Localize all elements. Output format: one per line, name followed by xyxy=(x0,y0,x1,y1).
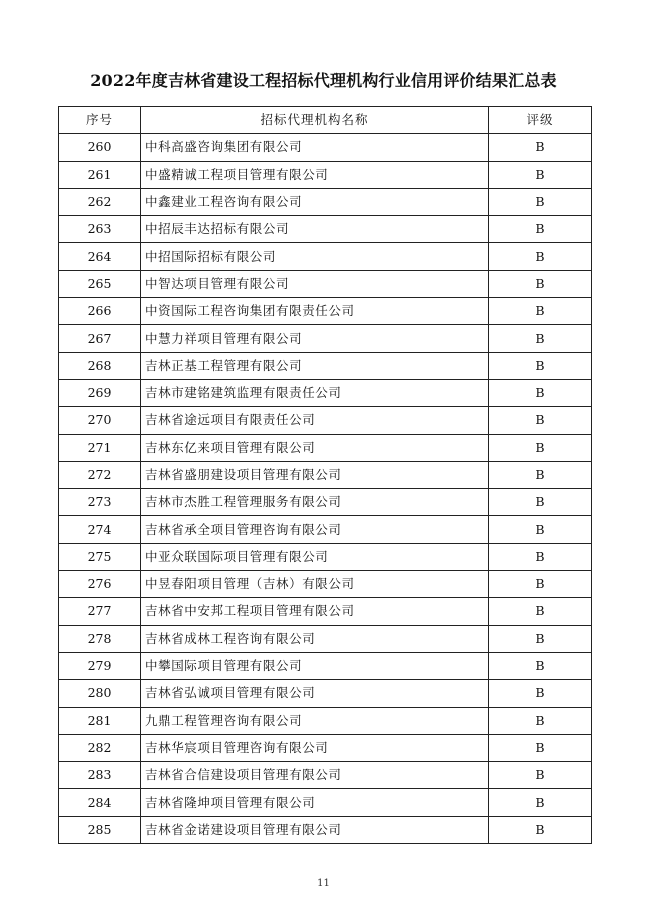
credit-rating-table-container xyxy=(58,106,591,844)
rating-cell: B xyxy=(489,161,592,188)
agency-name-cell: 中攀国际项目管理有限公司 xyxy=(141,652,489,679)
serial-number-cell: 271 xyxy=(59,434,141,461)
rating-cell: B xyxy=(489,243,592,270)
serial-number-cell: 282 xyxy=(59,734,141,761)
serial-number-cell: 283 xyxy=(59,762,141,789)
agency-name-cell: 吉林市杰胜工程管理服务有限公司 xyxy=(141,489,489,516)
header-rating: 评级 xyxy=(489,107,592,134)
table-row xyxy=(59,571,592,598)
serial-number-cell: 279 xyxy=(59,652,141,679)
serial-number-cell: 274 xyxy=(59,516,141,543)
agency-name-cell: 吉林正基工程管理有限公司 xyxy=(141,352,489,379)
credit-rating-table xyxy=(58,106,592,844)
table-row xyxy=(59,352,592,379)
agency-name-cell: 吉林省合信建设项目管理有限公司 xyxy=(141,762,489,789)
agency-name-cell: 中慧力祥项目管理有限公司 xyxy=(141,325,489,352)
serial-number-cell: 278 xyxy=(59,625,141,652)
rating-cell: B xyxy=(489,325,592,352)
table-row xyxy=(59,461,592,488)
serial-number-cell: 276 xyxy=(59,571,141,598)
rating-cell: B xyxy=(489,134,592,161)
rating-cell: B xyxy=(489,734,592,761)
serial-number-cell: 269 xyxy=(59,379,141,406)
rating-cell: B xyxy=(489,270,592,297)
serial-number-cell: 266 xyxy=(59,298,141,325)
table-row xyxy=(59,161,592,188)
rating-cell: B xyxy=(489,571,592,598)
table-row xyxy=(59,270,592,297)
rating-cell: B xyxy=(489,598,592,625)
serial-number-cell: 261 xyxy=(59,161,141,188)
serial-number-cell: 280 xyxy=(59,680,141,707)
rating-cell: B xyxy=(489,379,592,406)
serial-number-cell: 263 xyxy=(59,216,141,243)
agency-name-cell: 吉林省金诺建设项目管理有限公司 xyxy=(141,816,489,843)
agency-name-cell: 吉林省途远项目有限责任公司 xyxy=(141,407,489,434)
agency-name-cell: 中昱春阳项目管理（吉林）有限公司 xyxy=(141,571,489,598)
table-row xyxy=(59,134,592,161)
header-agency-name: 招标代理机构名称 xyxy=(141,107,489,134)
rating-cell: B xyxy=(489,625,592,652)
table-row xyxy=(59,379,592,406)
agency-name-cell: 吉林省弘诚项目管理有限公司 xyxy=(141,680,489,707)
rating-cell: B xyxy=(489,516,592,543)
serial-number-cell: 267 xyxy=(59,325,141,352)
serial-number-cell: 270 xyxy=(59,407,141,434)
table-row xyxy=(59,516,592,543)
rating-cell: B xyxy=(489,188,592,215)
rating-cell: B xyxy=(489,461,592,488)
agency-name-cell: 吉林东亿来项目管理有限公司 xyxy=(141,434,489,461)
serial-number-cell: 285 xyxy=(59,816,141,843)
agency-name-cell: 中鑫建业工程咨询有限公司 xyxy=(141,188,489,215)
header-serial-number: 序号 xyxy=(59,107,141,134)
table-row xyxy=(59,625,592,652)
serial-number-cell: 265 xyxy=(59,270,141,297)
table-row xyxy=(59,298,592,325)
agency-name-cell: 中智达项目管理有限公司 xyxy=(141,270,489,297)
table-row xyxy=(59,707,592,734)
agency-name-cell: 九鼎工程管理咨询有限公司 xyxy=(141,707,489,734)
agency-name-cell: 吉林省盛朋建设项目管理有限公司 xyxy=(141,461,489,488)
table-row xyxy=(59,407,592,434)
table-row xyxy=(59,652,592,679)
serial-number-cell: 268 xyxy=(59,352,141,379)
table-row xyxy=(59,188,592,215)
rating-cell: B xyxy=(489,216,592,243)
table-row xyxy=(59,734,592,761)
agency-name-cell: 中盛精诚工程项目管理有限公司 xyxy=(141,161,489,188)
serial-number-cell: 260 xyxy=(59,134,141,161)
rating-cell: B xyxy=(489,489,592,516)
serial-number-cell: 262 xyxy=(59,188,141,215)
agency-name-cell: 吉林省成林工程咨询有限公司 xyxy=(141,625,489,652)
agency-name-cell: 中资国际工程咨询集团有限责任公司 xyxy=(141,298,489,325)
rating-cell: B xyxy=(489,789,592,816)
table-row xyxy=(59,789,592,816)
serial-number-cell: 284 xyxy=(59,789,141,816)
table-row xyxy=(59,543,592,570)
table-row xyxy=(59,243,592,270)
agency-name-cell: 吉林省隆坤项目管理有限公司 xyxy=(141,789,489,816)
rating-cell: B xyxy=(489,680,592,707)
rating-cell: B xyxy=(489,298,592,325)
agency-name-cell: 吉林市建铭建筑监理有限责任公司 xyxy=(141,379,489,406)
table-body xyxy=(59,134,592,844)
agency-name-cell: 中招辰丰达招标有限公司 xyxy=(141,216,489,243)
agency-name-cell: 吉林省中安邦工程项目管理有限公司 xyxy=(141,598,489,625)
table-row xyxy=(59,816,592,843)
page-number: 11 xyxy=(317,878,330,889)
serial-number-cell: 273 xyxy=(59,489,141,516)
agency-name-cell: 中招国际招标有限公司 xyxy=(141,243,489,270)
table-header-row xyxy=(59,107,592,134)
table-row xyxy=(59,680,592,707)
rating-cell: B xyxy=(489,352,592,379)
agency-name-cell: 吉林华宸项目管理咨询有限公司 xyxy=(141,734,489,761)
document-title: 2022年度吉林省建设工程招标代理机构行业信用评价结果汇总表 xyxy=(90,71,557,90)
rating-cell: B xyxy=(489,407,592,434)
serial-number-cell: 272 xyxy=(59,461,141,488)
table-row xyxy=(59,325,592,352)
table-row xyxy=(59,216,592,243)
table-row xyxy=(59,762,592,789)
agency-name-cell: 中亚众联国际项目管理有限公司 xyxy=(141,543,489,570)
rating-cell: B xyxy=(489,762,592,789)
serial-number-cell: 264 xyxy=(59,243,141,270)
table-row xyxy=(59,598,592,625)
rating-cell: B xyxy=(489,816,592,843)
rating-cell: B xyxy=(489,543,592,570)
serial-number-cell: 281 xyxy=(59,707,141,734)
agency-name-cell: 中科高盛咨询集团有限公司 xyxy=(141,134,489,161)
rating-cell: B xyxy=(489,652,592,679)
serial-number-cell: 277 xyxy=(59,598,141,625)
table-row xyxy=(59,489,592,516)
rating-cell: B xyxy=(489,707,592,734)
serial-number-cell: 275 xyxy=(59,543,141,570)
table-row xyxy=(59,434,592,461)
rating-cell: B xyxy=(489,434,592,461)
agency-name-cell: 吉林省承全项目管理咨询有限公司 xyxy=(141,516,489,543)
